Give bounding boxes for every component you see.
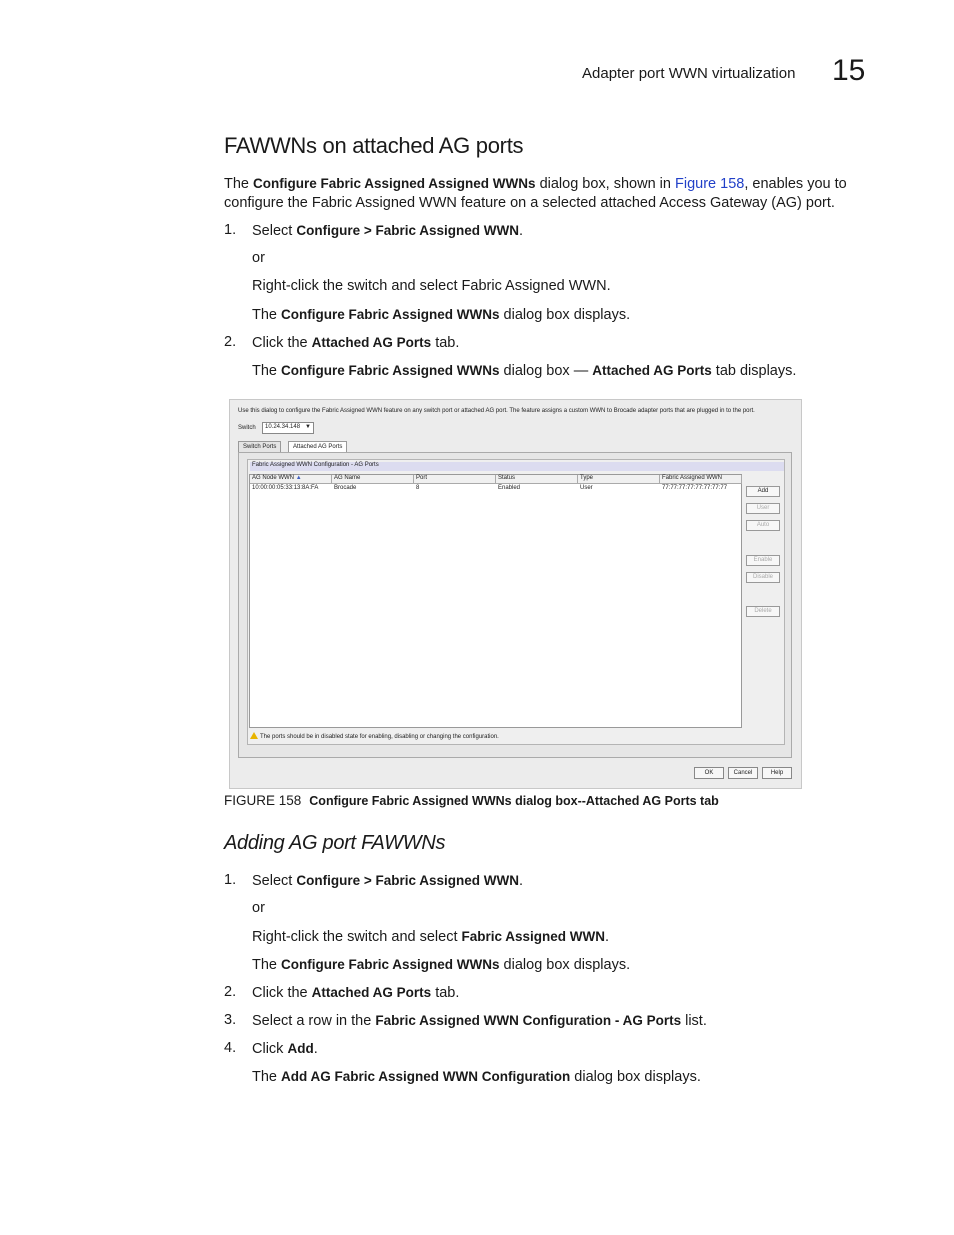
user-button[interactable]: User (746, 503, 780, 514)
delete-button[interactable]: Delete (746, 606, 780, 617)
dropdown-arrow-icon: ▼ (305, 424, 311, 430)
step-result: The Add AG Fabric Assigned WWN Configuration dialog box displays. (252, 1069, 701, 1085)
step-result: The Configure Fabric Assigned WWNs dialog box — Attached AG Ports tab displays. (252, 363, 797, 379)
cell: Brocade (334, 485, 357, 491)
cell: Enabled (498, 485, 521, 491)
alternative-step: Right-click the switch and select Fabric Assigned WWN. (252, 929, 610, 945)
subsection-heading: Adding AG port FAWWNs (224, 832, 446, 854)
step-4: 4. Click Add. (224, 1040, 318, 1057)
step-1: 1. Select Configure > Fabric Assigned WWN. (224, 222, 524, 239)
column-header[interactable]: AG Name (332, 475, 414, 484)
ag-ports-table (249, 474, 742, 728)
step-result: The Configure Fabric Assigned WWNs dialog box displays. (252, 307, 631, 323)
cancel-button[interactable]: Cancel (728, 767, 758, 779)
enable-button[interactable]: Enable (746, 555, 780, 566)
section-heading: FAWWNs on attached AG ports (224, 133, 524, 158)
step-2: 2. Click the Attached AG Ports tab. (224, 984, 460, 1001)
cell: 10:00:00:05:33:13:8A:FA (252, 485, 319, 491)
dialog-description: Use this dialog to configure the Fabric Assigned WWN feature on any switch port or attached AG port. The feature assigns a custom WWN to Brocade adapter ports that are plugged in to the port. (238, 408, 755, 414)
chapter-number: 15 (832, 54, 866, 87)
auto-button[interactable]: Auto (746, 520, 780, 531)
column-header[interactable]: Fabric Assigned WWN (660, 475, 742, 484)
running-header: Adapter port WWN virtualization (582, 65, 796, 82)
help-button[interactable]: Help (762, 767, 792, 779)
sort-asc-icon: ▲ (295, 475, 302, 481)
group-title: Fabric Assigned WWN Configuration - AG Ports (250, 462, 784, 471)
step-1: 1. Select Configure > Fabric Assigned WWN. (224, 872, 524, 889)
step-3: 3. Select a row in the Fabric Assigned WWN Configuration - AG Ports list. (224, 1012, 707, 1029)
tab-panel (238, 452, 792, 758)
disable-button[interactable]: Disable (746, 572, 780, 583)
column-header[interactable]: Type (578, 475, 660, 484)
add-button[interactable]: Add (746, 486, 780, 497)
alternative-step: Right-click the switch and select Fabric Assigned WWN. (252, 278, 611, 294)
column-header[interactable]: Port (414, 475, 496, 484)
switch-label: Switch (238, 425, 256, 431)
or-text: or (252, 250, 265, 266)
warning-message: The ports should be in disabled state for enabling, disabling or changing the configuration. (250, 732, 499, 740)
dialog-screenshot (229, 399, 802, 789)
tab-switch-ports[interactable]: Switch Ports (238, 441, 281, 452)
step-2: 2. Click the Attached AG Ports tab. (224, 334, 460, 351)
warning-icon (250, 732, 258, 739)
tab-attached-ag-ports[interactable]: Attached AG Ports (288, 441, 347, 452)
cell: 8 (416, 485, 420, 491)
ag-ports-group (247, 459, 785, 745)
ok-button[interactable]: OK (694, 767, 724, 779)
cell: 77:77:77:77:77:77:77:77 (662, 485, 728, 491)
column-header[interactable]: AG Node WWN ▲ (250, 475, 332, 484)
or-text: or (252, 900, 265, 916)
cell: User (580, 485, 593, 491)
switch-select[interactable] (262, 422, 314, 434)
figure-link[interactable]: Figure 158 (675, 176, 745, 192)
step-result: The Configure Fabric Assigned WWNs dialog box displays. (252, 957, 631, 973)
figure-caption: FIGURE 158 Configure Fabric Assigned WWNs dialog box--Attached AG Ports tab (224, 793, 719, 808)
intro-paragraph: The Configure Fabric Assigned Assigned WWNs dialog box, shown in Figure 158, enables you to configure the Fabric Assigned WWN feature on a selected attached Access Gateway (AG) port. (224, 176, 847, 211)
column-header[interactable]: Status (496, 475, 578, 484)
switch-value: 10.24.34.148 (265, 424, 301, 430)
